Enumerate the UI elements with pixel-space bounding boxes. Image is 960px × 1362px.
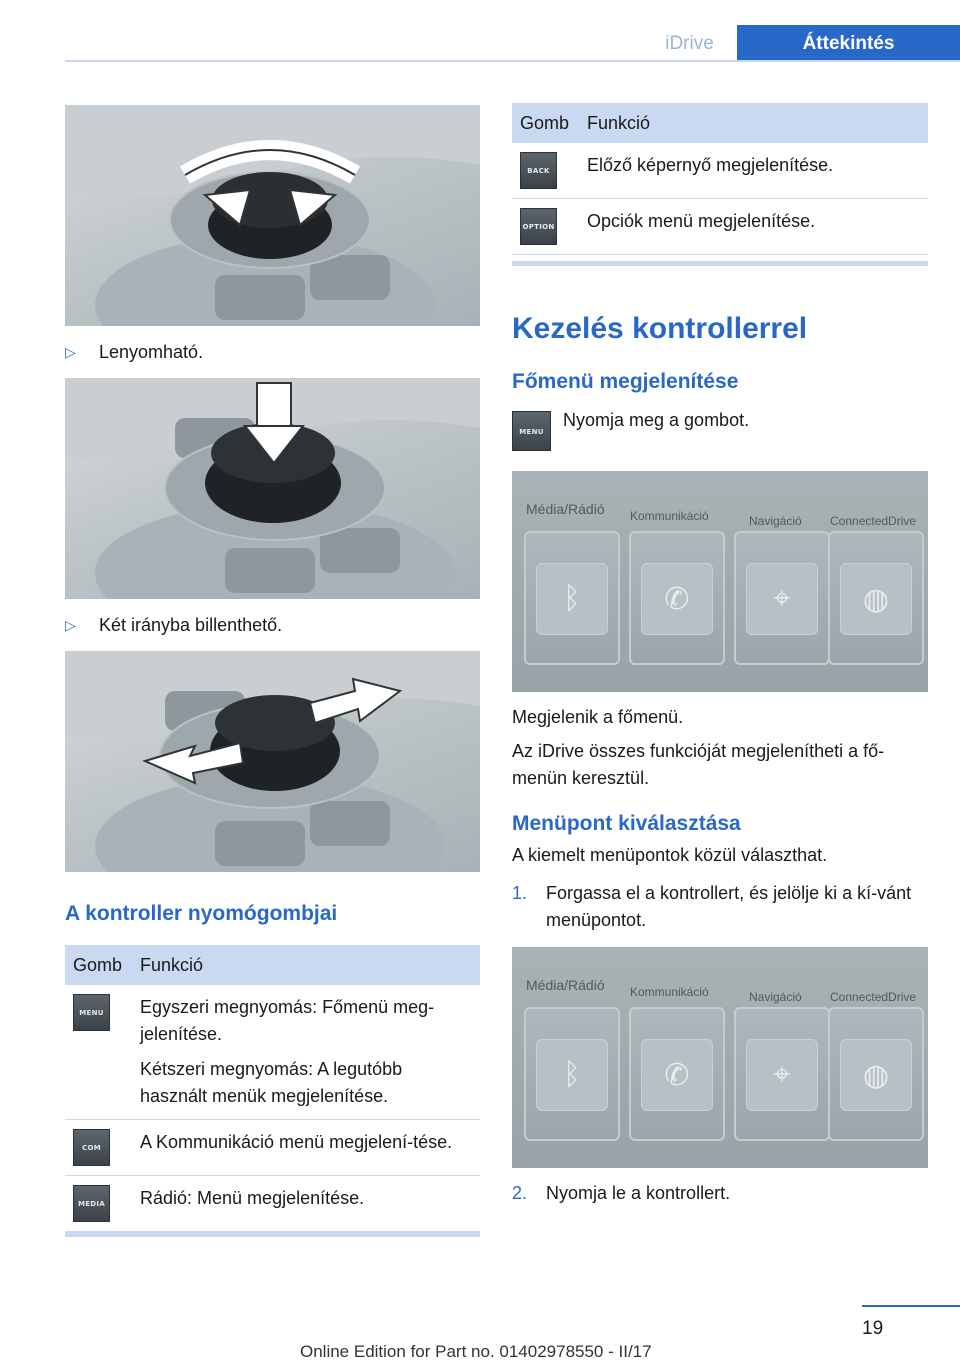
menu-key-icon: MENU: [512, 411, 551, 451]
controller-rotate-photo: [65, 105, 480, 326]
com-key-icon: COM: [73, 1129, 110, 1166]
buttons-table-right: [512, 103, 928, 266]
triangle-bullet-icon: ▷: [65, 344, 76, 360]
screen-label: Kommunikáció: [630, 985, 709, 999]
section-title-buttons: A kontroller nyomógombjai: [65, 902, 338, 925]
step-1: 1. Forgassa el a kontrollert, és jelölje ki a kí-vánt menüpontot.: [512, 883, 912, 930]
table-row: [65, 1120, 480, 1176]
main-menu-screen-2: [512, 947, 928, 1168]
controller-press-photo: [65, 378, 480, 599]
bullet-press: ▷ Lenyomható.: [65, 342, 204, 362]
step-2: 2. Nyomja le a kontrollert.: [512, 1183, 731, 1203]
para-main-menu-shown: Megjelenik a főmenü.: [512, 707, 684, 727]
screen-label: ConnectedDrive: [830, 990, 917, 1004]
screen-label: Média/Rádió: [526, 977, 605, 993]
globe-icon: ◍: [840, 1039, 912, 1111]
table-row: [512, 143, 928, 199]
media-tile: [524, 1007, 620, 1141]
main-menu-screen: [512, 471, 928, 692]
phone-icon: ✆: [641, 563, 713, 635]
function-text: Előző képernyő megjelenítése.: [587, 155, 834, 175]
table-row: [512, 199, 928, 255]
menu-key-icon: MENU: [73, 994, 110, 1031]
table-end-rule: [512, 261, 928, 266]
edition-text: Online Edition for Part no. 01402978550 - II/17: [300, 1342, 652, 1361]
media-key-icon: MEDIA: [73, 1185, 110, 1222]
bullet-tilt: ▷ Két irányba billenthető.: [65, 615, 283, 635]
col-header-button: Gomb: [65, 945, 132, 985]
back-key-icon: BACK: [520, 152, 557, 189]
col-header-function: Funkció: [132, 945, 480, 985]
para-all-functions: Az iDrive összes funkcióját megjelenítheti a fő-menün keresztül.: [512, 741, 885, 788]
header-tab-attekintes[interactable]: Áttekintés: [737, 25, 960, 62]
screen-label: Navigáció: [749, 990, 802, 1004]
para-select: A kiemelt menüpontok közül választhat.: [512, 845, 828, 865]
bluetooth-icon: ᛒ: [536, 1039, 608, 1111]
function-text: Egyszeri megnyomás: Főmenü meg-jelenítése.: [140, 997, 435, 1044]
header-rule: [65, 60, 960, 62]
controller-tilt-photo: [65, 651, 480, 872]
buttons-table-left: [65, 945, 480, 1237]
triangle-bullet-icon: ▷: [65, 617, 76, 633]
heading-operation: Kezelés kontrollerrel: [512, 312, 808, 345]
heading-select-item: Menüpont kiválasztása: [512, 812, 741, 835]
table-end-rule: [65, 1232, 480, 1237]
heading-main-menu: Főmenü megjelenítése: [512, 370, 739, 393]
navigation-tile: [734, 531, 830, 665]
function-text: Kétszeri megnyomás: A legutóbb használt menük megjelenítése.: [140, 1059, 403, 1106]
footer-rule: [862, 1305, 960, 1307]
page-number: 19: [862, 1318, 884, 1339]
screen-label: Kommunikáció: [630, 509, 709, 523]
map-icon: ⌖: [746, 563, 818, 635]
option-key-icon: OPTION: [520, 208, 557, 245]
function-text: Opciók menü megjelenítése.: [587, 211, 816, 231]
connecteddrive-tile: [828, 1007, 924, 1141]
table-row: [65, 985, 480, 1120]
screen-label: Média/Rádió: [526, 501, 605, 517]
press-button-text: Nyomja meg a gombot.: [563, 410, 750, 430]
globe-icon: ◍: [840, 563, 912, 635]
function-text: A Kommunikáció menü megjelení-tése.: [140, 1132, 453, 1152]
connecteddrive-tile: [828, 531, 924, 665]
media-tile: [524, 531, 620, 665]
screen-label: ConnectedDrive: [830, 514, 917, 528]
map-icon: ⌖: [746, 1039, 818, 1111]
table-row: [65, 1176, 480, 1232]
col-header-function: Funkció: [579, 103, 928, 143]
navigation-tile: [734, 1007, 830, 1141]
bluetooth-icon: ᛒ: [536, 563, 608, 635]
screen-label: Navigáció: [749, 514, 802, 528]
col-header-button: Gomb: [512, 103, 579, 143]
communication-tile: [629, 531, 725, 665]
phone-icon: ✆: [641, 1039, 713, 1111]
function-text: Rádió: Menü megjelenítése.: [140, 1188, 365, 1208]
communication-tile: [629, 1007, 725, 1141]
header-tab-idrive[interactable]: iDrive: [665, 33, 714, 54]
